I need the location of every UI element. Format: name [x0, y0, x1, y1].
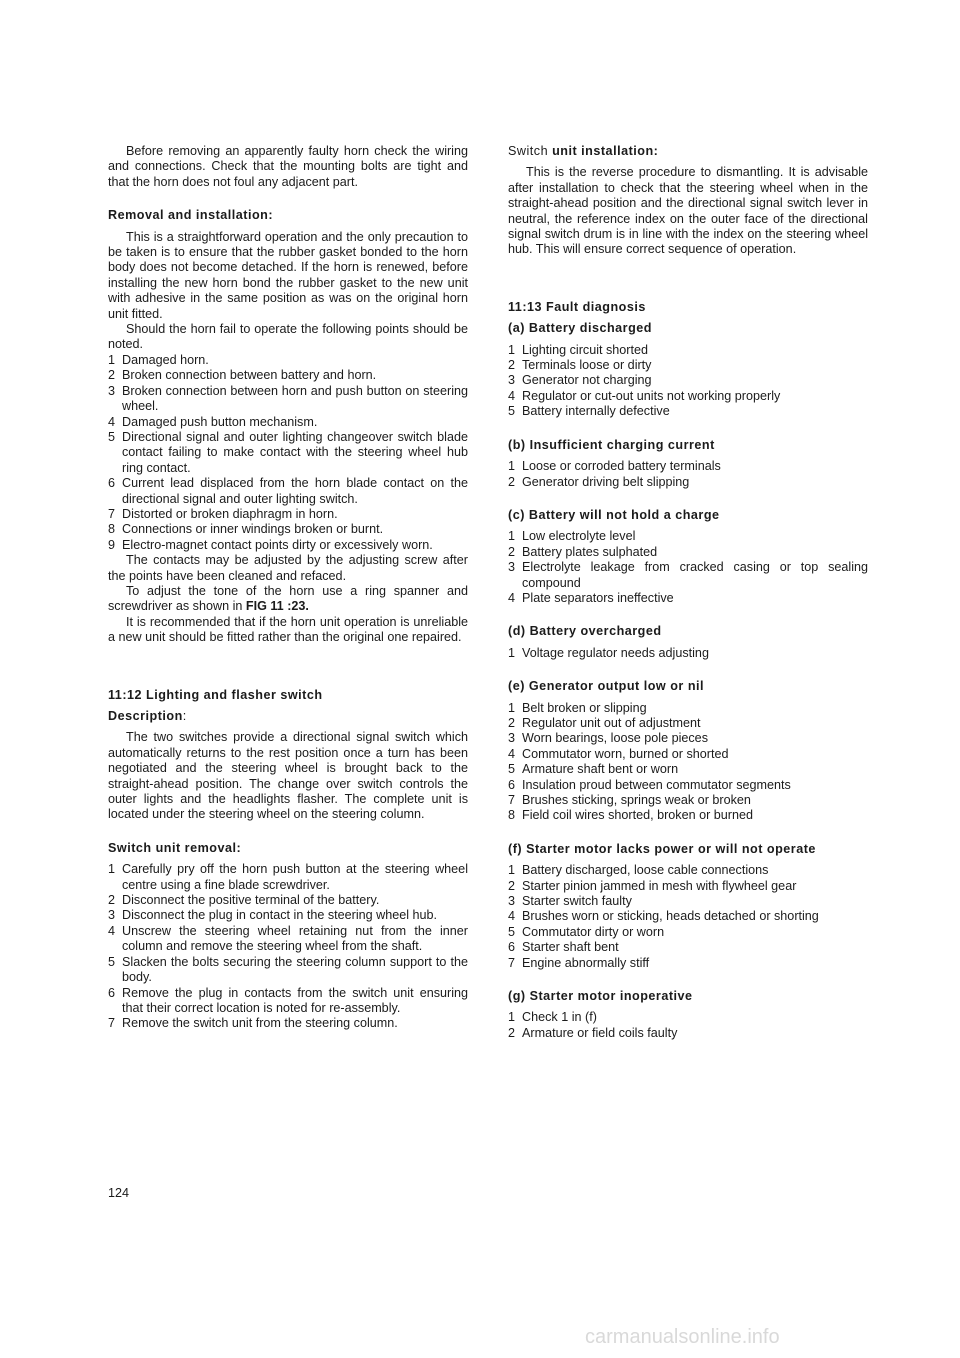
tone-paragraph: To adjust the tone of the horn use a ring spanner and screwdriver as shown in FIG 11 :23. — [108, 583, 468, 614]
list-item: 4 Commutator worn, burned or shorted — [508, 746, 729, 761]
horn-intro-paragraph: Before removing an apparently faulty horn check the wiring and connections. Check that the mounting bolts are tight and that the horn does not foul any adjacent part. — [108, 144, 468, 189]
list-item: 2 Generator driving belt slipping — [508, 474, 690, 489]
list-item: 9 Electro-magnet contact points dirty or excessively worn. — [108, 537, 433, 552]
removal-paragraph: This is a straightforward operation and the only precaution to be taken is to ensure that the rubber gasket bonded to the horn body does not become detached. If the horn is renewed, before installing the new horn bond the rubber gasket to the new unit with adhesive in the same position as was on the original horn unit fitted. — [108, 229, 468, 321]
fault-group-d — [508, 624, 868, 661]
description-paragraph: The two switches provide a directional signal switch which automatically returns to the rest position once a turn has been negotiated and the steering wheel is brought back to the straight-ahead position. The change over switch controls the outer lights and the headlights flasher. The complete unit is located under the steering wheel on the steering column. — [108, 730, 468, 822]
watermark: carmanualsonline.info — [585, 1326, 780, 1348]
list-item: 1 Low electrolyte level — [508, 529, 636, 544]
list-item: 7 Remove the switch unit from the steering column. — [108, 1016, 398, 1031]
horn-fail-paragraph: Should the horn fail to operate the following points should be noted. — [108, 322, 468, 352]
list-item: 1 Carefully pry off the horn push button at the steering wheel centre using a fine blade screwdriver. — [108, 862, 468, 892]
list-item: 6 Insulation proud between commutator segments — [508, 777, 791, 792]
fault-heading: (f) Starter motor lacks power or will not operate — [508, 841, 816, 856]
list-item: 5 Battery internally defective — [508, 404, 670, 419]
list-item: 3 Electrolyte leakage from cracked casing or top sealing compound — [508, 560, 868, 590]
list-item: 1 Lighting circuit shorted — [508, 342, 649, 357]
list-item: 2 Broken connection between battery and horn. — [108, 368, 377, 383]
list-item: 4 Plate separators ineffective — [508, 590, 674, 605]
removal-heading: Removal and installation: — [108, 208, 274, 223]
fault-heading: (g) Starter motor inoperative — [508, 989, 693, 1004]
list-item: 2 Starter pinion jammed in mesh with flywheel gear — [508, 878, 797, 893]
list-item: 7 Brushes sticking, springs weak or broken — [508, 793, 751, 807]
fault-heading: (a) Battery discharged — [508, 321, 652, 336]
fault-heading: (c) Battery will not hold a charge — [508, 507, 720, 522]
list-item: 1 Belt broken or slipping — [508, 700, 647, 715]
list-item: 6 Starter shaft bent — [508, 940, 619, 955]
list-item: 5 Directional signal and outer lighting changeover switch blade contact failing to make contact with the steering wheel hub ring contact. — [108, 429, 468, 475]
install-heading: Switch unit installation: — [508, 144, 659, 158]
fault-heading: (d) Battery overcharged — [508, 624, 662, 639]
switch-removal-heading: Switch unit removal: — [108, 840, 242, 855]
list-item: 8 Connections or inner windings broken or burnt. — [108, 522, 384, 537]
list-item: 8 Field coil wires shorted, broken or burned — [508, 808, 753, 823]
fault-group-f — [508, 842, 868, 971]
fault-group-e — [508, 679, 868, 824]
fault-group-a — [508, 321, 868, 419]
install-paragraph: This is the reverse procedure to dismantling. It is advisable after installation to check that the steering wheel when in the straight-ahead position and the directional signal switch lever in neutral, the reference index on the outer face of the directional signal switch drum is in line with the index on the steering wheel hub. This will ensure correct sequence of operation. — [508, 165, 868, 257]
list-item: 3 Disconnect the plug in contact in the steering wheel hub. — [108, 908, 438, 923]
recommend-paragraph: It is recommended that if the horn unit operation is unreliable a new unit should be fitted rather than the original one repaired. — [108, 614, 468, 645]
list-item: 7 Engine abnormally stiff — [508, 955, 650, 970]
list-item: 4 Unscrew the steering wheel retaining nut from the inner column and remove the steering wheel from the shaft. — [108, 923, 468, 954]
fault-group-g — [508, 989, 868, 1041]
list-item: 2 Terminals loose or dirty — [508, 358, 652, 373]
list-item: 3 Generator not charging — [508, 373, 652, 388]
right-column — [508, 144, 868, 1041]
list-item: 2 Battery plates sulphated — [508, 544, 658, 559]
list-item: 1 Loose or corroded battery terminals — [508, 459, 721, 474]
list-item: 3 Broken connection between horn and push button on steering wheel. — [108, 383, 468, 414]
fault-group-b — [508, 438, 868, 490]
list-item: 1 Battery discharged, loose cable connections — [508, 863, 769, 878]
list-item: 2 Regulator unit out of adjustment — [508, 715, 701, 730]
figure-reference: FIG 11 :23. — [245, 599, 309, 614]
fault-heading: (e) Generator output low or nil — [508, 679, 705, 694]
left-column — [108, 144, 468, 1032]
section-heading-1112: 11:12 Lighting and flasher switch — [108, 687, 323, 702]
fault-group-c — [508, 508, 868, 606]
list-item: 3 Worn bearings, loose pole pieces — [508, 731, 708, 746]
list-item: 5 Slacken the bolts securing the steering column support to the body. — [108, 954, 468, 985]
list-item: 1 Check 1 in (f) — [508, 1010, 597, 1025]
contacts-paragraph: The contacts may be adjusted by the adjusting screw after the points have been cleaned and refaced. — [108, 553, 468, 583]
list-item: 2 Armature or field coils faulty — [508, 1025, 678, 1040]
list-item: 4 Regulator or cut-out units not working properly — [508, 388, 781, 403]
fault-heading: (b) Insufficient charging current — [508, 437, 715, 452]
list-item: 5 Commutator dirty or worn — [508, 924, 665, 939]
list-item: 1 Damaged horn. — [108, 352, 209, 367]
description-heading: Description: — [108, 709, 187, 723]
section-heading-1113: 11:13 Fault diagnosis — [508, 299, 646, 314]
list-item: 6 Remove the plug in contacts from the switch unit ensuring that their correct location is noted for re-assembly. — [108, 985, 468, 1015]
list-item: 4 Brushes worn or sticking, heads detached or shorting — [508, 909, 819, 924]
list-item: 3 Starter switch faulty — [508, 894, 632, 909]
list-item: 2 Disconnect the positive terminal of the battery. — [108, 893, 380, 908]
list-item: 4 Damaged push button mechanism. — [108, 414, 318, 429]
list-item: 1 Voltage regulator needs adjusting — [508, 645, 709, 660]
removal-steps-list — [108, 862, 468, 1031]
list-item: 5 Armature shaft bent or worn — [508, 762, 679, 777]
list-item: 6 Current lead displaced from the horn blade contact on the directional signal and outer lighting switch. — [108, 476, 468, 506]
list-item: 7 Distorted or broken diaphragm in horn. — [108, 506, 338, 521]
horn-points-list — [108, 353, 468, 553]
page-number: 124 — [108, 1186, 130, 1200]
